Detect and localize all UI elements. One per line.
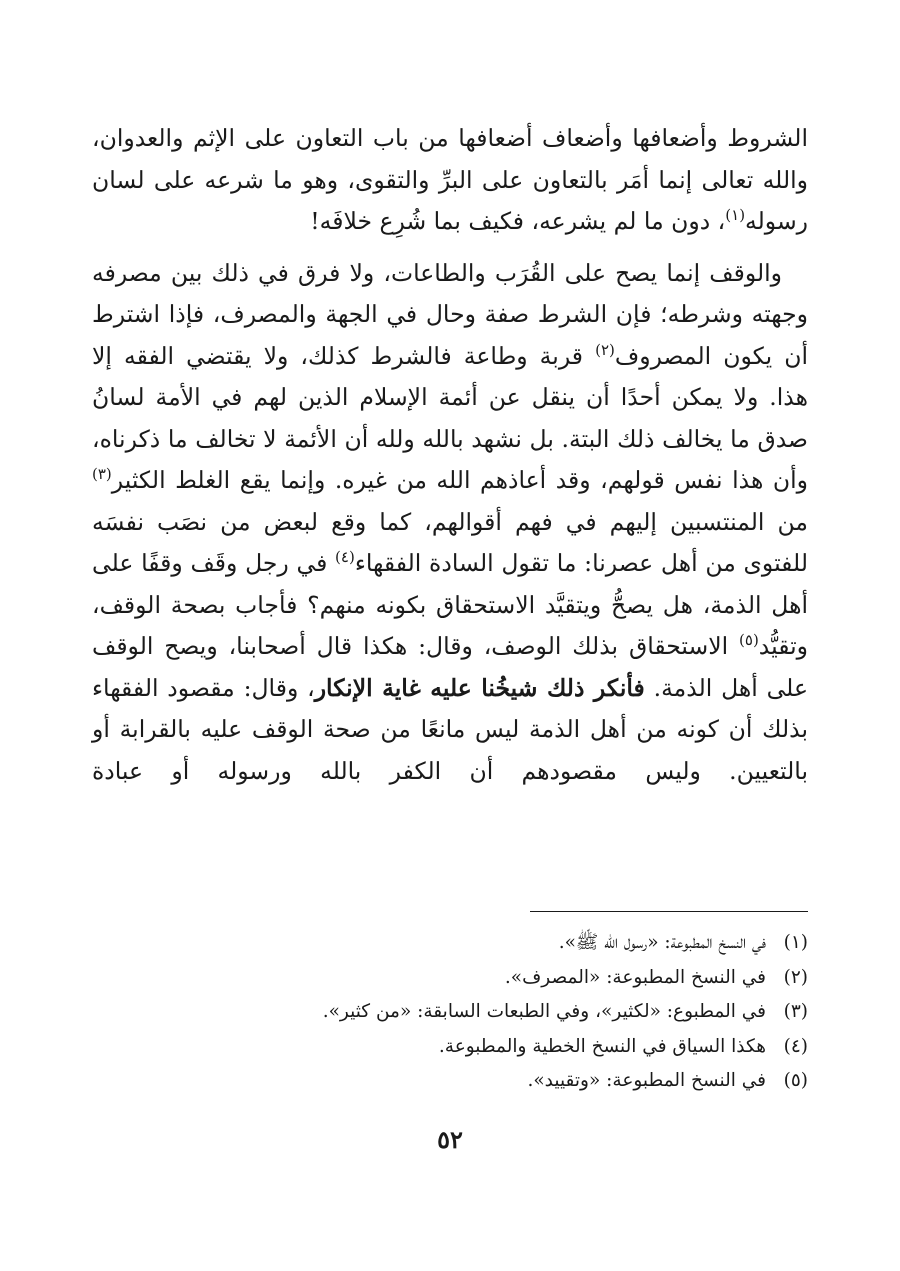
footnote-1-number: (١) (783, 932, 808, 953)
footnote-1-text: في النسخ المطبوعة: «رسول الله ﷺ». (558, 932, 766, 953)
paragraph-1 (92, 118, 808, 243)
paragraph-2 (92, 253, 808, 793)
main-text (92, 118, 808, 792)
footnote-4-number: (٤) (783, 1035, 808, 1057)
paragraph-2-text-e: الاستحقاق بذلك الوصف، وقال: هكذا قال أصحابنا، ويصح الوقف على أهل الذمة. (92, 632, 808, 702)
footnote-ref-1: (١) (725, 206, 746, 224)
page-number: ٥٢ (437, 1125, 463, 1154)
paragraph-2-text-a: والوقف إنما يصح على القُرَب والطاعات، ولا فرق في ذلك بين مصرفه وجهته وشرطه؛ فإن الشرط صفة وحال في الجهة والمصرف، فإذا اشترط أن يكون المصروف (92, 258, 808, 370)
footnote-2-number: (٢) (783, 966, 808, 988)
footnote-3-number: (٣) (783, 1001, 808, 1022)
paragraph-2-text-c: من المنتسبين إليهم في فهم أقوالهم، كما وقع لبعض من نصَب نفسَه للفتوى من أهل عصرنا: ما تقول السادة الفقهاء (92, 507, 808, 577)
paragraph-2-text-f: ، وقال: مقصود الفقهاء بذلك أن كونه من أهل الذمة ليس مانعًا من صحة الوقف عليه بالقرابة أو بالتعيين. وليس مقصودهم أن الكفر بالله ورسوله أو عبادة (92, 673, 808, 785)
footnote-ref-4: (٤) (335, 548, 355, 566)
footnote-5 (92, 1064, 808, 1099)
footnote-ref-2: (٢) (595, 340, 615, 359)
paragraph-1-text-a: الشروط وأضعافها وأضعاف أضعافها من باب التعاون على الإثم والعدوان، والله تعالى إنما أمَر بالتعاون على البرِّ والتقوى، وهو ما شرعه على لسان رسوله (92, 124, 808, 235)
footnote-2 (92, 961, 808, 996)
footnote-3-text: في المطبوع: «لكثير»، وفي الطبعات السابقة: «من كثير». (322, 1001, 766, 1022)
footnotes (92, 926, 808, 1099)
footnote-1 (92, 926, 808, 961)
footnote-5-text: في النسخ المطبوعة: «وتقييد». (527, 1070, 766, 1091)
footnote-2-text: في النسخ المطبوعة: «المصرف». (504, 966, 766, 988)
footnote-ref-5: (٥) (739, 631, 759, 649)
footnote-ref-3: (٣) (92, 465, 112, 483)
paragraph-2-text-d: في رجل وقَف وقفًا على أهل الذمة، هل يصحُّ ويتقيَّد الاستحقاق بكونه منهم؟ فأجاب بصحة الوقف، وتقيُّد (92, 549, 808, 660)
footnote-4 (92, 1030, 808, 1065)
paragraph-2-bold-text: فأنكر ذلك شيخُنا عليه غاية الإنكار (314, 673, 645, 702)
footnote-separator (530, 911, 808, 912)
paragraph-2-text-b: قربة وطاعة فالشرط كذلك، ولا يقتضي الفقه إلا هذا. ولا يمكن أحدًا أن ينقل عن أئمة الإسلام الذين لهم في الأمة لسانُ صدق ما يخالف ذلك البتة. بل نشهد بالله ولله أن الأئمة لا تخالف ما ذكرناه، وأن هذا نفس قولهم، وقد أعاذهم الله من غيره. وإنما يقع الغلط الكثير (92, 341, 808, 494)
footnote-3 (92, 995, 808, 1030)
footnote-4-text: هكذا السياق في النسخ الخطية والمطبوعة. (438, 1035, 766, 1057)
footnote-5-number: (٥) (783, 1070, 808, 1091)
paragraph-1-text-b: ، دون ما لم يشرعه، فكيف بما شُرِع خلافَه! (310, 207, 726, 235)
